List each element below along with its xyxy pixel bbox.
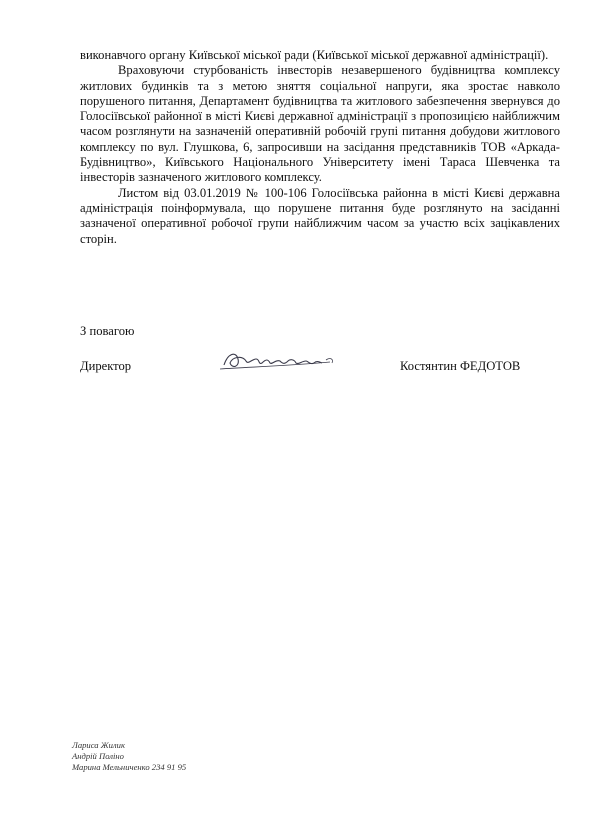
paragraph-district-reply: Листом від 03.01.2019 № 100-106 Голосіївська районна в місті Києві державна адміністрація поінформувала, що порушене питання буде розглянуто на засіданні зазначеної оперативної робочої групи найближчим часом за участю всіх зацікавлених сторін. (80, 185, 560, 246)
signer-title: Директор (80, 359, 132, 373)
contact-line: Марина Мельниченко 234 91 95 (72, 762, 187, 772)
closing-phrase: З повагою (80, 324, 135, 338)
signer-name: Костянтин ФЕДОТОВ (400, 359, 521, 373)
signature-image (218, 345, 338, 375)
contact-line: Лариса Жилик (72, 740, 125, 750)
letter-body (80, 48, 560, 247)
paragraph-investors-concern: Враховуючи стурбованість інвесторів незавершеного будівництва комплексу житлових будинків та з метою зняття соціальної напруги, яка зростає навколо порушеного питання, Департамент будівництва та житлового забезпечення звернувся до Голосіївської районної в місті Києві державної адміністрації з пропозицією найближчим часом розглянути на зазначеній оперативній робочій групі питання добудови житлового комплексу по вул. Глушкова, 6, запросивши на засідання представників ТОВ «Аркада-Будівництво», Київського Національного Університету імені Тараса Шевченка та інвесторів зазначеного житлового комплексу. (80, 63, 560, 185)
contact-line: Андрій Поліно (72, 751, 124, 761)
contacts-block (72, 740, 186, 773)
paragraph-continuation: виконавчого органу Київської міської ради (Київської міської державної адміністрації). (80, 48, 549, 62)
